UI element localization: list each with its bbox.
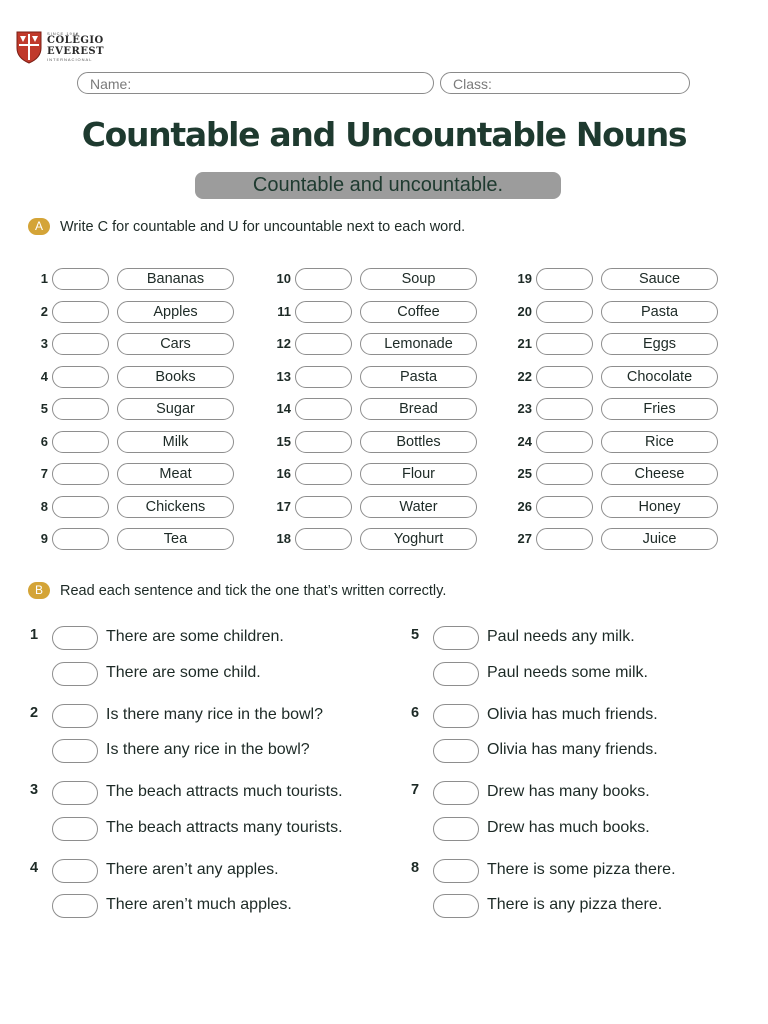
sentence-text: There are some children. [106, 628, 284, 645]
answer-box[interactable] [536, 333, 593, 355]
answer-box[interactable] [295, 496, 352, 518]
tick-box[interactable] [52, 859, 98, 883]
word-number: 19 [517, 271, 532, 286]
question-number: 5 [411, 627, 420, 643]
question-number: 6 [411, 704, 420, 721]
word-label: Bread [360, 398, 477, 420]
word-label: Pasta [360, 366, 477, 388]
word-number: 25 [517, 466, 532, 481]
sentence-option[interactable] [52, 859, 402, 883]
sentence-option[interactable] [52, 817, 402, 841]
answer-box[interactable] [52, 496, 109, 518]
word-label: Rice [601, 431, 718, 453]
sentence-question [411, 626, 768, 688]
tick-box[interactable] [52, 662, 98, 686]
logo-top-text: SINCE 1960 [47, 31, 80, 36]
word-number: 14 [276, 401, 291, 416]
sentence-text: Olivia has much friends. [487, 705, 658, 723]
answer-box[interactable] [536, 496, 593, 518]
word-number: 18 [276, 531, 291, 546]
answer-box[interactable] [295, 528, 352, 550]
word-label: Lemonade [360, 333, 477, 355]
sentence-option[interactable] [433, 859, 768, 883]
answer-box[interactable] [52, 463, 109, 485]
answer-box[interactable] [52, 366, 109, 388]
word-number: 13 [276, 368, 291, 384]
answer-box[interactable] [52, 268, 109, 290]
word-number: 10 [276, 271, 291, 286]
answer-box[interactable] [536, 366, 593, 388]
tick-box[interactable] [433, 662, 479, 686]
question-number: 2 [30, 704, 39, 721]
question-number: 8 [411, 859, 420, 876]
word-label: Milk [117, 431, 234, 453]
word-label: Books [117, 366, 234, 388]
tick-box[interactable] [52, 817, 98, 841]
word-number: 16 [276, 466, 291, 481]
word-number: 11 [277, 303, 291, 319]
word-label: Coffee [360, 301, 477, 323]
sentence-question [30, 859, 400, 921]
shield-icon [16, 30, 42, 64]
tick-box[interactable] [433, 781, 479, 805]
question-number: 7 [411, 782, 420, 798]
section-b-badge: B [28, 582, 50, 599]
answer-box[interactable] [52, 333, 109, 355]
word-label: Flour [360, 463, 477, 485]
tick-box[interactable] [52, 739, 98, 763]
answer-box[interactable] [536, 431, 593, 453]
word-label: Water [360, 496, 477, 518]
word-label: Sauce [601, 268, 718, 290]
answer-box[interactable] [536, 268, 593, 290]
word-label: Cheese [601, 463, 718, 485]
word-number: 7 [40, 466, 48, 481]
sentence-option[interactable] [433, 781, 768, 805]
sentence-option[interactable] [433, 662, 768, 686]
word-number: 12 [276, 336, 291, 351]
answer-box[interactable] [536, 301, 593, 323]
word-number: 17 [276, 498, 291, 514]
answer-box[interactable] [295, 431, 352, 453]
sentence-option[interactable] [52, 739, 402, 763]
sentence-text: There is any pizza there. [487, 896, 663, 913]
sentence-text: Olivia has many friends. [487, 741, 658, 758]
sentence-option[interactable] [433, 817, 768, 841]
section-b-header [28, 582, 446, 599]
section-a-instruction: Write C for countable and U for uncountable next to each word. [60, 218, 466, 235]
word-number: 6 [40, 433, 48, 449]
answer-box[interactable] [295, 301, 352, 323]
word-number: 8 [40, 498, 48, 514]
class-field[interactable] [440, 72, 690, 94]
word-number: 2 [40, 303, 48, 319]
word-number: 24 [517, 433, 532, 449]
word-label: Yoghurt [360, 528, 477, 550]
sentence-question [411, 859, 768, 921]
word-label: Tea [117, 528, 234, 550]
sentence-option[interactable] [433, 739, 768, 763]
page-subtitle: Countable and uncountable. [195, 172, 561, 199]
tick-box[interactable] [433, 626, 479, 650]
school-logo [16, 30, 104, 64]
word-number: 4 [40, 368, 48, 384]
word-label: Honey [601, 496, 718, 518]
sentence-text: There is some pizza there. [487, 860, 676, 878]
answer-box[interactable] [52, 431, 109, 453]
sentence-text: The beach attracts much tourists. [106, 783, 343, 800]
word-label: Chocolate [601, 366, 718, 388]
sentence-text: There are some child. [106, 663, 261, 681]
logo-line2: EVEREST [47, 46, 105, 57]
word-number: 5 [40, 401, 48, 416]
word-label: Sugar [117, 398, 234, 420]
sentence-option[interactable] [52, 781, 402, 805]
word-number: 1 [40, 271, 48, 286]
sentence-text: There aren’t much apples. [106, 896, 292, 913]
answer-box[interactable] [295, 463, 352, 485]
sentence-option[interactable] [52, 894, 402, 918]
answer-box[interactable] [536, 528, 593, 550]
sentence-question [30, 626, 400, 688]
word-label: Eggs [601, 333, 718, 355]
tick-box[interactable] [433, 859, 479, 883]
tick-box[interactable] [52, 704, 98, 728]
word-label: Pasta [601, 301, 718, 323]
logo-line1: COLÉGIO [47, 35, 104, 46]
sentence-text: Is there any rice in the bowl? [106, 741, 310, 758]
sentence-text: Paul needs any milk. [487, 628, 635, 645]
sentence-option[interactable] [52, 626, 402, 650]
section-b-instruction: Read each sentence and tick the one that’s written correctly. [60, 582, 447, 599]
word-number: 22 [517, 368, 532, 384]
section-a-badge: A [28, 218, 50, 235]
name-field[interactable] [77, 72, 434, 94]
word-number: 26 [517, 498, 532, 514]
word-label: Bananas [117, 268, 234, 290]
sentence-option[interactable] [52, 704, 402, 728]
section-a-header [28, 218, 465, 235]
page-title: Countable and Uncountable Nouns [81, 115, 687, 154]
sentence-option[interactable] [433, 626, 768, 650]
tick-box[interactable] [52, 781, 98, 805]
word-label: Apples [117, 301, 234, 323]
word-number: 27 [517, 531, 532, 546]
tick-box[interactable] [433, 739, 479, 763]
word-number: 3 [40, 336, 48, 351]
tick-box[interactable] [52, 894, 98, 918]
tick-box[interactable] [52, 626, 98, 650]
sentence-text: There aren’t any apples. [106, 860, 279, 878]
sentence-question [30, 704, 400, 766]
word-label: Bottles [360, 431, 477, 453]
answer-box[interactable] [295, 333, 352, 355]
word-label: Fries [601, 398, 718, 420]
answer-box[interactable] [52, 398, 109, 420]
word-label: Chickens [117, 496, 234, 518]
word-number: 15 [276, 433, 291, 449]
sentence-option[interactable] [433, 704, 768, 728]
word-label: Soup [360, 268, 477, 290]
sentence-question [30, 781, 400, 843]
sentence-text: Paul needs some milk. [487, 663, 648, 681]
question-number: 1 [30, 627, 39, 643]
question-number: 3 [30, 782, 39, 798]
answer-box[interactable] [536, 398, 593, 420]
sentence-question [411, 781, 768, 843]
answer-box[interactable] [536, 463, 593, 485]
sentence-text: The beach attracts many tourists. [106, 818, 343, 836]
sentence-option[interactable] [52, 662, 402, 686]
class-label: Class: [453, 76, 492, 92]
sentence-text: Drew has much books. [487, 818, 650, 836]
word-label: Cars [117, 333, 234, 355]
question-number: 4 [30, 859, 39, 876]
sentence-text: Is there many rice in the bowl? [106, 705, 323, 723]
answer-box[interactable] [295, 366, 352, 388]
name-label: Name: [90, 76, 132, 92]
answer-box[interactable] [295, 398, 352, 420]
word-number: 9 [40, 531, 48, 546]
word-number: 21 [517, 336, 532, 351]
tick-box[interactable] [433, 817, 479, 841]
sentence-option[interactable] [433, 894, 768, 918]
tick-box[interactable] [433, 894, 479, 918]
sentence-question [411, 704, 768, 766]
answer-box[interactable] [295, 268, 352, 290]
answer-box[interactable] [52, 528, 109, 550]
word-label: Juice [601, 528, 718, 550]
logo-line3: INTERNACIONAL [47, 57, 93, 62]
answer-box[interactable] [52, 301, 109, 323]
tick-box[interactable] [433, 704, 479, 728]
word-number: 20 [517, 303, 532, 319]
word-label: Meat [117, 463, 234, 485]
sentence-text: Drew has many books. [487, 783, 650, 800]
word-number: 23 [517, 401, 532, 416]
